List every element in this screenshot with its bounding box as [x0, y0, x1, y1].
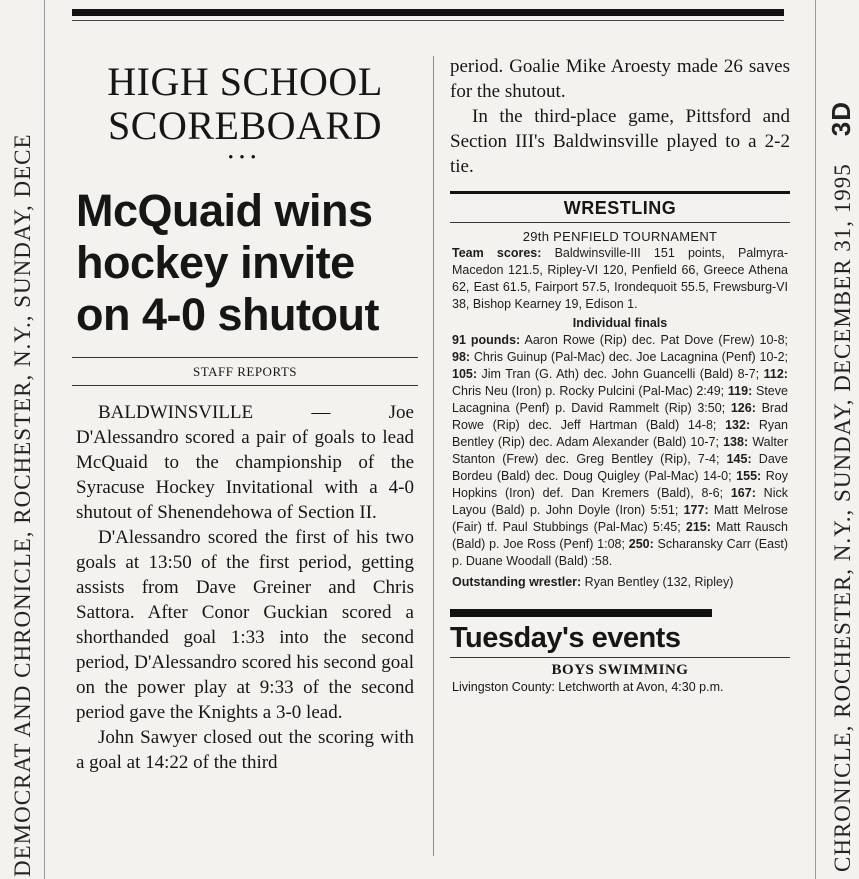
weight-class: 132:: [725, 418, 751, 432]
weight-class: 105:: [452, 367, 478, 381]
weight-class: 167:: [730, 486, 756, 500]
events-top-bar: [450, 609, 712, 617]
right-strip-text: [826, 101, 857, 872]
page-folio: CHRONICLE, ROCHESTER, N.Y., SUNDAY, DECEMBER 31, 1995: [830, 163, 855, 872]
individual-finals: [452, 332, 788, 570]
bout-result: Matt Melrose (Fair) tf. Paul Stubbings (Pal-Mac) 5:45;: [452, 503, 788, 534]
bout-result: Jim Tran (G. Ath) dec. John Guancelli (Bald) 8-7;: [481, 367, 760, 381]
outstanding-text: Ryan Bentley (132, Ripley): [584, 575, 734, 589]
bout-result: Brad Rowe (Rip) dec. Jeff Hartman (Bald) 14-8;: [452, 401, 788, 432]
byline: STAFF REPORTS: [192, 364, 298, 379]
top-rule: [72, 9, 784, 16]
wrestling-section-head: WRESTLING: [450, 194, 790, 223]
weight-class: 98:: [452, 350, 471, 364]
bout-result: Ryan Bentley (Rip) dec. Adam Alexander (Bald) 10-7;: [452, 418, 788, 449]
headline-line3: on 4-0 shutout: [76, 289, 379, 340]
article-paragraph-3: John Sawyer closed out the scoring with a goal at 14:22 of the third: [76, 727, 414, 773]
article-paragraph-1: BALDWINSVILLE — Joe D'Alessandro scored a pair of goals to lead McQuaid to the championship of the Syracuse Hockey Invitational with a 4-0 shutout of Shenendehowa of Section II.: [76, 402, 414, 523]
individual-finals-label: Individual finals: [572, 316, 668, 330]
outstanding-label: Outstanding wrestler:: [452, 575, 582, 589]
headline-line2: hockey invite: [76, 237, 355, 288]
right-column: [450, 54, 790, 696]
weight-class: 126:: [730, 401, 756, 415]
outstanding-wrestler: [452, 574, 788, 591]
weight-class: 91 pounds:: [452, 333, 521, 347]
weight-class: 138:: [723, 435, 749, 449]
team-scores: [452, 245, 788, 313]
events-listing: Livingston County: Letchworth at Avon, 4:30 p.m.: [452, 680, 724, 694]
column-separator: [433, 56, 434, 856]
top-thin-rule: [72, 20, 784, 21]
bout-result: Nick Layou (Bald) p. John Doyle (Iron) 5:51;: [452, 486, 788, 517]
bout-result: Steve Lacagnina (Penf) p. David Rammelt (Rip) 3:50;: [452, 384, 788, 415]
weight-class: 112:: [763, 367, 788, 381]
weight-class: 215:: [685, 520, 711, 534]
events-category: BOYS SWIMMING: [551, 662, 689, 678]
events-rule: [450, 657, 790, 658]
tournament-title: 29th PENFIELD TOURNAMENT: [522, 229, 718, 244]
byline-rule-bottom: [72, 385, 418, 386]
bout-result: Chris Guinup (Pal-Mac) dec. Joe Lacagnina (Penf) 10-2;: [473, 350, 788, 364]
bout-result: Walter Stanton (Frew) dec. Greg Bentley (Rip), 7-4;: [452, 435, 788, 466]
article-continuation: [450, 54, 790, 179]
bout-result: Aaron Rowe (Rip) dec. Pat Dove (Frew) 10-8;: [524, 333, 788, 347]
page-number: 3D: [826, 100, 856, 137]
events-headline: Tuesday's events: [450, 622, 681, 654]
left-column: [72, 56, 418, 775]
scoreboard-title-line1: HIGH SCHOOL: [107, 59, 383, 104]
scoreboard-title-line2: SCOREBOARD: [108, 103, 382, 148]
team-scores-label: Team scores:: [452, 246, 542, 260]
ornament-dots: •••: [228, 150, 262, 166]
wrestling-results: [450, 228, 790, 591]
weight-class: 177:: [683, 503, 709, 517]
team-scores-text: Baldwinsville-III 151 points, Palmyra-Macedon 121.5, Ripley-VI 120, Penfield 66, Greece Athena 62, East 61.5, Fairport 57.5, Irondequoit 55.5, Frewsburg-VI 38, Bishop Kearney 19, Edison 1.: [452, 246, 788, 311]
bout-result: Dave Bordeu (Bald) dec. Doug Quigley (Pal-Mac) 14-0;: [452, 452, 788, 483]
scoreboard-title: [72, 60, 418, 148]
weight-class: 145:: [726, 452, 752, 466]
article-paragraph-5: In the third-place game, Pittsford and Section III's Baldwinsville played to a 2-2 tie.: [450, 106, 790, 177]
article-paragraph-2: D'Alessandro scored the first of his two goals at 13:50 of the first period, getting assists from Dave Greiner and Chris Sattora. After Conor Guckian scored a shorthanded goal 1:33 into the second period, D'Alessandro scored his second goal on the power play at 9:33 of the second period gave the Knights a 3-0 lead.: [76, 527, 414, 723]
right-page-strip: [815, 0, 859, 879]
left-page-strip: [0, 0, 45, 879]
bout-result: Matt Rausch (Bald) p. Joe Ross (Penf) 1:08;: [452, 520, 788, 551]
article-paragraph-4: period. Goalie Mike Aroesty made 26 saves for the shutout.: [450, 56, 790, 102]
bout-result: Chris Neu (Iron) p. Rocky Pulcini (Pal-Mac) 2:49;: [452, 384, 725, 398]
article-headline: [72, 185, 418, 341]
article-body: [72, 400, 418, 775]
weight-class: 155:: [736, 469, 762, 483]
headline-line1: McQuaid wins: [76, 185, 373, 236]
weight-class: 250:: [628, 537, 654, 551]
weight-class: 119:: [727, 384, 753, 398]
bout-result: Roy Hopkins (Iron) def. Dan Kremers (Bald), 8-6;: [452, 469, 789, 500]
bout-result: Scharansky Carr (East) p. Duane Woodall (Bald) :58.: [452, 537, 788, 568]
left-strip-text: DEMOCRAT AND CHRONICLE, ROCHESTER, N.Y., SUNDAY, DECE: [10, 133, 35, 877]
